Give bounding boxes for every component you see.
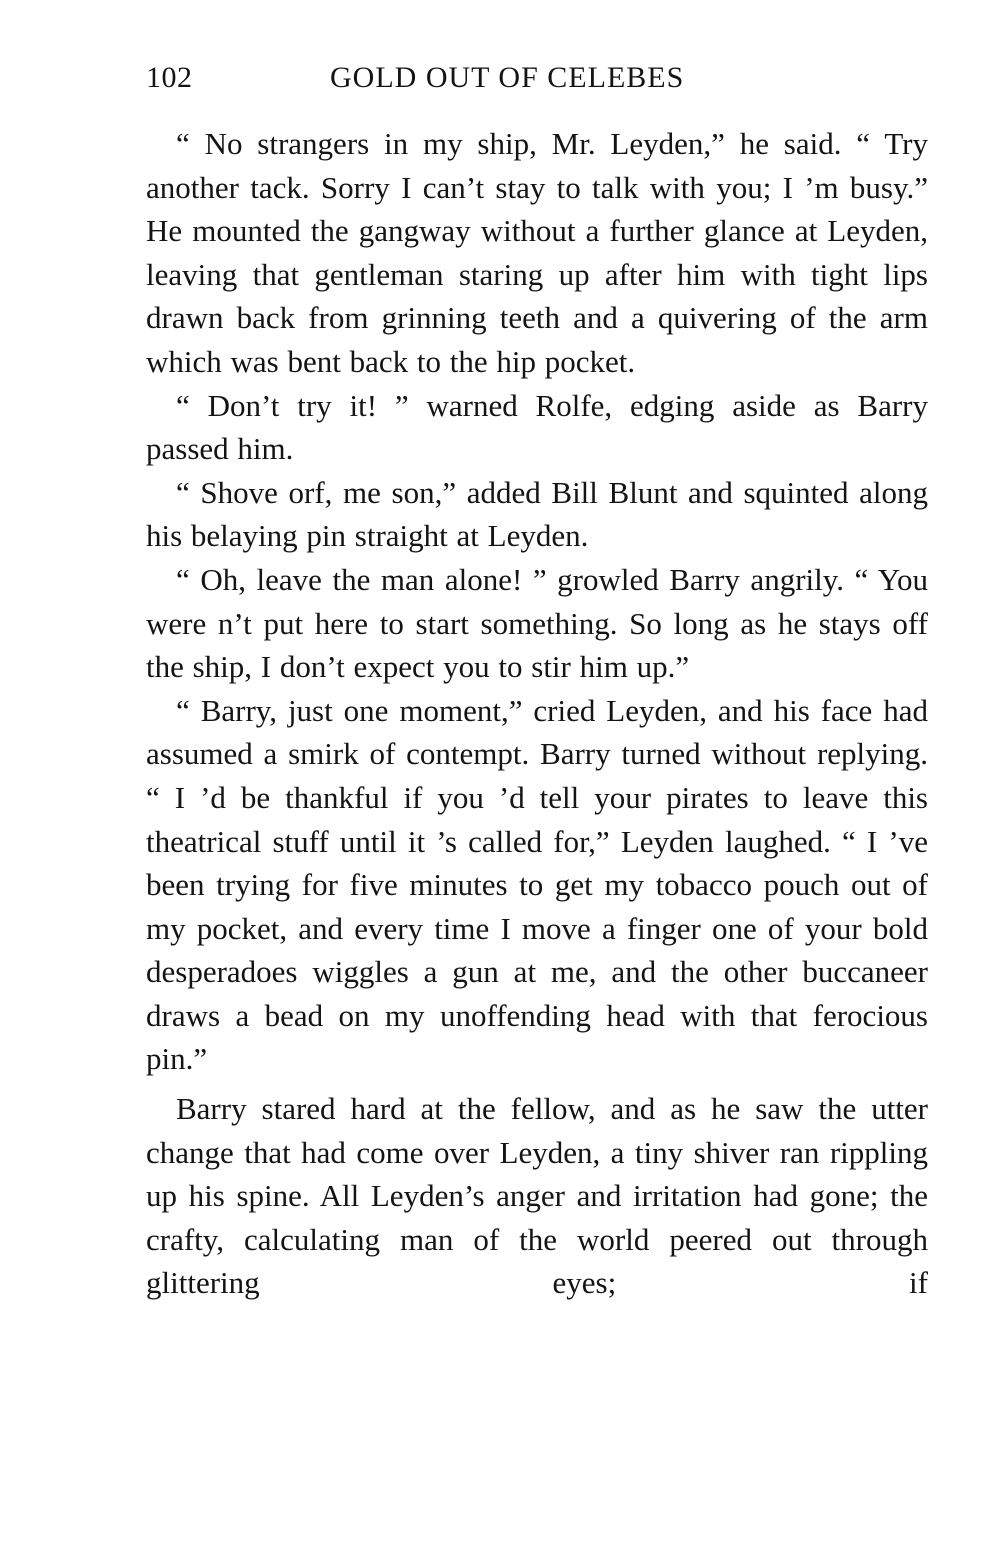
paragraph: “ No strangers in my ship, Mr. Leyden,” he said. “ Try another tack. Sorry I can’t stay to talk with you; I ’m busy.” He mounted the gangway without a further glance at Leyden, leaving that gentleman staring up after him with tight lips drawn back from grinning teeth and a quivering of the arm which was bent back to the hip pocket. bbox=[146, 126, 928, 379]
body-text bbox=[146, 122, 928, 1305]
running-header bbox=[146, 56, 928, 100]
book-title: GOLD OUT OF CELEBES bbox=[330, 61, 685, 94]
paragraph: “ Don’t try it! ” warned Rolfe, edging aside as Barry passed him. bbox=[146, 387, 928, 467]
paragraph: Barry stared hard at the fellow, and as he saw the utter change that had come over Leyden, a tiny shiver ran rippling up his spine. All Leyden’s anger and irritation had gone; the crafty, calculating man of the world peered out through glittering eyes; if bbox=[146, 1091, 928, 1301]
paragraph: “ Barry, just one moment,” cried Leyden, and his face had assumed a smirk of contempt. Barry turned without replying. “ I ’d be thankful if you ’d tell your pirates to leave this theatrical stuff until it ’s called for,” Leyden laughed. “ I ’ve been trying for five minutes to get my tobacco pouch out of my pocket, and every time I move a finger one of your bold desperadoes wiggles a gun at me, and the other buccaneer draws a bead on my unoffending head with that ferocious pin.” bbox=[146, 692, 928, 1077]
page-number: 102 bbox=[146, 61, 193, 94]
paragraph: “ Shove orf, me son,” added Bill Blunt and squinted along his belaying pin straight at Leyden. bbox=[146, 474, 928, 554]
paragraph: “ Oh, leave the man alone! ” growled Barry angrily. “ You were n’t put here to start something. So long as he stays off the ship, I don’t expect you to stir him up.” bbox=[146, 561, 928, 685]
book-page bbox=[146, 56, 928, 1305]
